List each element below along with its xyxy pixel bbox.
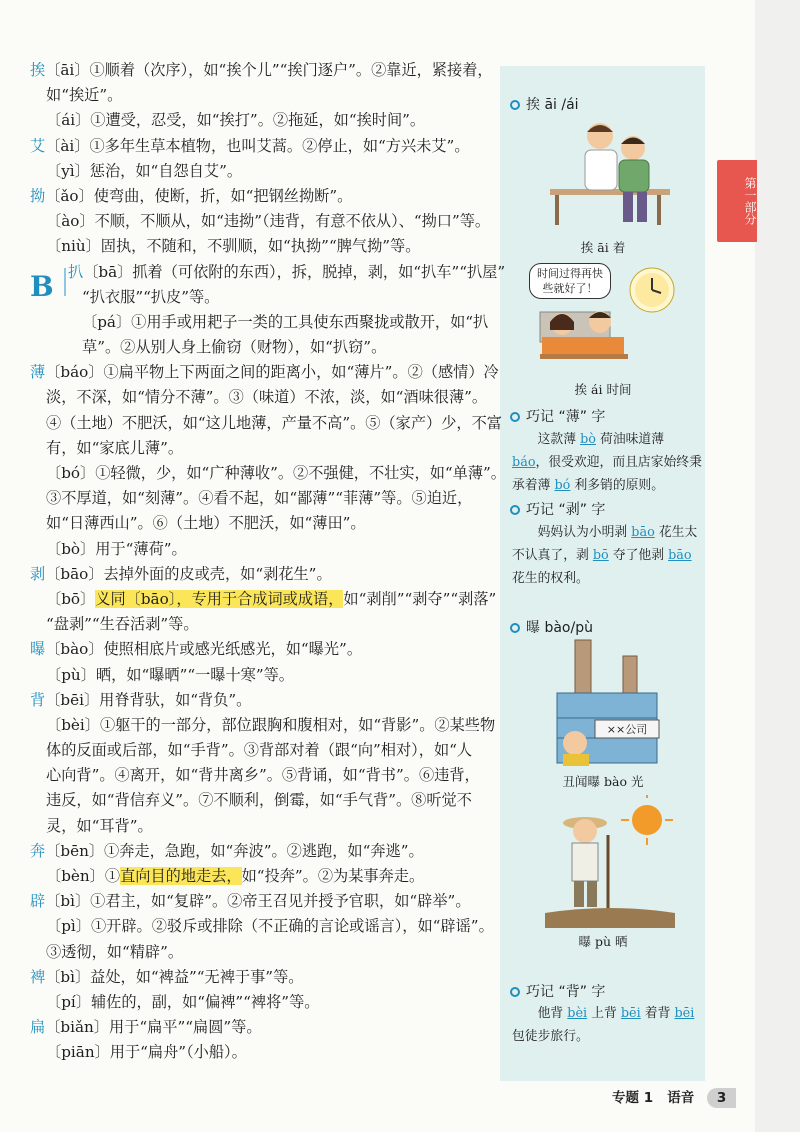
company-sign: ××公司 bbox=[606, 723, 648, 736]
definition-text: 〔pá〕①用手或用耙子一类的工具使东西聚拢或散开，如“扒 bbox=[82, 312, 489, 331]
definition-text: “扒衣服”“扒皮”等。 bbox=[82, 287, 220, 306]
mnemonic-bao bbox=[512, 428, 702, 497]
headword: 挨 bbox=[30, 61, 46, 79]
mnemonic-text: 上背 bbox=[587, 1006, 621, 1021]
definition-text: 〔bèi〕①躯干的一部分，部位跟胸和腹相对，如“背影”。②某些物 bbox=[46, 715, 496, 734]
entry-line bbox=[30, 159, 498, 184]
definition-text: 〔āi〕①顺着（次序），如“挨个儿”“挨门逐户”。②靠近，紧接着， bbox=[45, 61, 493, 79]
entry-line bbox=[30, 58, 498, 83]
headword: 艾 bbox=[30, 136, 46, 155]
footer-topic: 专题 1 bbox=[612, 1090, 654, 1106]
entry-line bbox=[30, 637, 498, 662]
entry-line bbox=[30, 814, 498, 839]
definition-text: 〔báo〕①扁平物上下两面之间的距离小，如“薄片”。②（感情）冷 bbox=[45, 363, 499, 382]
definition-text: ③不厚道，如“刻薄”。④看不起，如“鄙薄”“菲薄”等。⑤迫近， bbox=[46, 489, 473, 508]
definition-text: 〔ǎo〕使弯曲，使断，折，如“把钢丝拗断”。 bbox=[45, 186, 353, 205]
definition-text: 如“日薄西山”。⑥（土地）不肥沃，如“薄田”。 bbox=[46, 514, 366, 533]
entry-line bbox=[30, 411, 502, 436]
entry-line bbox=[30, 134, 498, 159]
entry-line bbox=[30, 260, 506, 285]
entry-line bbox=[30, 360, 498, 385]
entry-line bbox=[30, 537, 498, 562]
bullet-icon bbox=[510, 505, 520, 515]
entry-line bbox=[30, 889, 498, 914]
entry-line bbox=[30, 940, 498, 965]
definition-text: 〔pí〕辅佐的，副，如“偏裨”“裨将”等。 bbox=[46, 992, 320, 1011]
entry-line bbox=[30, 738, 498, 763]
highlighted-text: 直向目的地走去， bbox=[120, 867, 242, 885]
sidebar-title-pu: 曝 bào/pù bbox=[510, 617, 593, 637]
headword: 背 bbox=[30, 690, 46, 709]
mnemonic-text: 荷油味道薄 bbox=[595, 432, 665, 447]
entry-line bbox=[30, 209, 498, 234]
definition-text: 灵，如“耳背”。 bbox=[46, 816, 153, 835]
pinyin: bāo bbox=[631, 525, 655, 540]
headword: 奔 bbox=[30, 841, 46, 860]
illustration-men-sitting bbox=[545, 114, 675, 234]
dictionary-entries bbox=[30, 58, 506, 1066]
headword: 辟 bbox=[30, 892, 46, 911]
entry-line bbox=[30, 461, 506, 486]
entry-line bbox=[30, 83, 498, 108]
page-footer bbox=[612, 1086, 736, 1108]
entry-line bbox=[30, 436, 498, 461]
entry-line bbox=[30, 1015, 498, 1040]
speech-bubble: 时间过得再快些就好了！ bbox=[529, 263, 611, 299]
caption-ai-time: 挨 ái 时间 bbox=[574, 382, 632, 397]
entry-line bbox=[30, 385, 498, 410]
entry-line bbox=[30, 914, 498, 939]
sidebar-title-bo: 巧记 “剥” 字 bbox=[510, 499, 605, 519]
mnemonic-bo bbox=[512, 521, 702, 590]
definition-text: 〔bì〕益处，如“裨益”“无裨于事”等。 bbox=[45, 967, 304, 986]
definition-text: 〔bāo〕去掉外面的皮或壳，如“剥花生”。 bbox=[45, 564, 332, 583]
highlighted-text: 义同〔bāo〕，专用于合成词或成语， bbox=[95, 589, 344, 608]
mnemonic-text: 着背 bbox=[640, 1006, 675, 1021]
definition-text: 〔piān〕用于“扁舟”（小船）。 bbox=[46, 1043, 247, 1062]
entry-line bbox=[30, 663, 498, 688]
definition-text: “盘剥”“生吞活剥”等。 bbox=[46, 615, 199, 634]
entry-line bbox=[30, 688, 498, 713]
entry-line bbox=[30, 788, 498, 813]
entry-line bbox=[30, 184, 498, 209]
mnemonic-text: 利多销的原则。 bbox=[570, 478, 665, 493]
definition-text: 有，如“家底儿薄”。 bbox=[46, 438, 184, 457]
mnemonic-text: ，很受欢迎，而且店家始终秉承着薄 bbox=[512, 455, 702, 493]
definition-text: 〔ài〕①多年生草本植物，也叫艾蒿。②停止，如“方兴未艾”。 bbox=[45, 136, 470, 155]
mnemonic-text: 妈妈认为小明剥 bbox=[537, 525, 632, 540]
definition-text: 〔bó〕①轻微，少，如“广种薄收”。②不强健，不壮实，如“单薄”。 bbox=[46, 464, 506, 482]
mnemonic-text: 花生太不认真了，剥 bbox=[512, 525, 698, 563]
definition-text: 心向背”。④离开，如“背井离乡”。⑤背诵，如“背书”。⑥违背， bbox=[46, 766, 480, 785]
definition-text: 〔niù〕固执，不随和，不驯顺，如“执拗”“脾气拗”等。 bbox=[46, 237, 421, 256]
sidebar-title-bei: 巧记 “背” 字 bbox=[510, 981, 605, 1001]
mnemonic-text: 包徒步旅行。 bbox=[512, 1029, 589, 1044]
illustration-students-clock bbox=[530, 262, 700, 382]
entry-line bbox=[30, 486, 498, 511]
pinyin: bó bbox=[554, 478, 571, 493]
entry-line bbox=[30, 1040, 498, 1065]
definition-text: 〔bào〕使照相底片或感光纸感光，如“曝光”。 bbox=[45, 640, 363, 659]
definition-text: 体的反面或后部，如“手背”。③背部对着（跟“向”相对），如“人 bbox=[46, 741, 473, 760]
pinyin: bēi bbox=[674, 1006, 695, 1021]
entry-line bbox=[30, 763, 498, 788]
sidebar-title-ai: 挨 āi /ái bbox=[510, 94, 579, 114]
headword: 裨 bbox=[30, 967, 46, 986]
definition-text: ③透彻，如“精辟”。 bbox=[46, 942, 184, 961]
pinyin: bēi bbox=[620, 1006, 641, 1021]
definition-text: ④（土地）不肥沃，如“这儿地薄，产量不高”。⑤（家产）少，不富 bbox=[46, 413, 502, 432]
entry-line bbox=[30, 587, 498, 612]
entry-line bbox=[30, 562, 498, 587]
mnemonic-text: 他背 bbox=[537, 1006, 568, 1021]
definition-text: 如“投奔”。②为某事奔走。 bbox=[241, 867, 425, 885]
caption-pu-shai: 曝 pù 晒 bbox=[578, 934, 628, 949]
entry-line bbox=[30, 713, 498, 738]
entry-line bbox=[30, 234, 498, 259]
bullet-icon bbox=[510, 987, 520, 997]
definition-text: 〔bā〕抓着（可依附的东西），拆，脱掉，剥，如“扒车”“扒屋” bbox=[83, 262, 506, 281]
definition-text: 如“挨近”。 bbox=[46, 86, 123, 105]
pinyin: bèi bbox=[567, 1006, 588, 1021]
pinyin: bō bbox=[592, 548, 609, 563]
definition-text: 淡，不深，如“情分不薄”。③（味道）不浓，淡，如“酒味很薄”。 bbox=[46, 388, 488, 407]
mnemonic-text: 这款薄 bbox=[537, 432, 581, 447]
page-edge bbox=[755, 0, 800, 1132]
entry-line bbox=[30, 864, 498, 889]
pronunciation: 〔bō〕 bbox=[46, 589, 96, 608]
entry-line bbox=[30, 612, 498, 637]
definition-text: 〔ào〕不顺，不顺从，如“违拗”（违背，有意不依从）、“拗口”等。 bbox=[46, 212, 491, 231]
entry-line bbox=[30, 310, 498, 335]
mnemonic-text: 夺了他剥 bbox=[608, 548, 669, 563]
definition-text: 〔bēn〕①奔走，急跑，如“奔波”。②逃跑，如“奔逃”。 bbox=[45, 841, 424, 860]
definition-text: 〔bò〕用于“薄荷”。 bbox=[46, 539, 187, 558]
definition-text: 〔biǎn〕用于“扁平”“扁圆”等。 bbox=[45, 1018, 262, 1037]
headword: 曝 bbox=[30, 640, 46, 659]
headword: 拗 bbox=[30, 186, 46, 205]
definition-text: 〔bēi〕用脊背驮，如“背负”。 bbox=[45, 690, 252, 709]
caption-bao-guang: 丑闻曝 bào 光 bbox=[562, 774, 644, 789]
definition-text: 如“剥削”“剥夺”“剥落” bbox=[343, 589, 497, 608]
headword: 扒 bbox=[68, 262, 84, 281]
definition-text: 〔pì〕①开辟。②驳斥或排除（不正确的言论或谣言），如“辟谣”。 bbox=[46, 917, 494, 936]
entry-line bbox=[30, 965, 498, 990]
pronunciation: 〔bèn〕① bbox=[46, 867, 121, 885]
sidebar-title-bao: 巧记 “薄” 字 bbox=[510, 406, 605, 426]
entry-line bbox=[30, 285, 498, 310]
definition-text: 〔bì〕①君主，如“复辟”。②帝王召见并授予官职，如“辟举”。 bbox=[45, 892, 471, 911]
illustration-factory bbox=[545, 638, 670, 768]
bullet-icon bbox=[510, 100, 520, 110]
entry-line bbox=[30, 511, 498, 536]
page-number: 3 bbox=[707, 1088, 736, 1108]
headword: 扁 bbox=[30, 1018, 46, 1037]
headword: 薄 bbox=[30, 363, 46, 382]
definition-text: 〔pù〕晒，如“曝晒”“一曝十寒”等。 bbox=[46, 665, 294, 684]
mnemonic-text: 花生的权利。 bbox=[512, 571, 589, 586]
section-tab[interactable]: 第一部分 bbox=[717, 160, 757, 242]
pinyin: báo bbox=[512, 455, 536, 470]
entry-line bbox=[30, 335, 498, 360]
caption-ai-zhe: 挨 āi 着 bbox=[580, 240, 626, 255]
section-letter: B bbox=[30, 270, 54, 303]
definition-text: 〔yì〕惩治，如“自怨自艾”。 bbox=[46, 161, 243, 180]
entry-line bbox=[30, 108, 498, 133]
pinyin: bò bbox=[580, 432, 596, 447]
illustration-farmer-sun bbox=[540, 795, 680, 930]
bullet-icon bbox=[510, 623, 520, 633]
bullet-icon bbox=[510, 412, 520, 422]
definition-text: 违反，如“背信弃义”。⑦不顺利，倒霉，如“手气背”。⑧听觉不 bbox=[46, 791, 472, 810]
definition-text: 草”。②从别人身上偷窃（财物），如“扒窃”。 bbox=[82, 338, 387, 357]
pinyin: bāo bbox=[668, 548, 692, 563]
mnemonic-bei bbox=[512, 1002, 702, 1048]
entry-line bbox=[30, 839, 498, 864]
headword: 剥 bbox=[30, 564, 46, 583]
entry-line bbox=[30, 990, 498, 1015]
footer-subject: 语音 bbox=[667, 1090, 695, 1106]
definition-text: 〔ái〕①遭受，忍受，如“挨打”。②拖延，如“挨时间”。 bbox=[46, 111, 426, 130]
